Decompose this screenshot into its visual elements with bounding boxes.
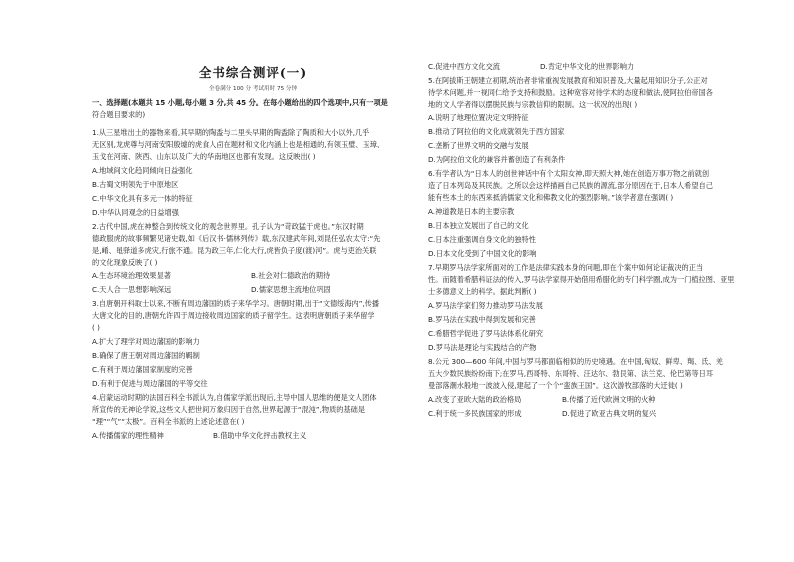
option-b[interactable]: B.推动了阿拉伯的文化成就领先于西方国家: [428, 127, 565, 136]
question-text: 所宣传的无神论学说,这些文人把世间万象归因于自然,世界起源于“混沌”,物质的基础是: [92, 405, 366, 414]
option-c[interactable]: C.促进中西方文化交流: [428, 62, 500, 71]
option-c[interactable]: C.希腊哲学促进了罗马法体系化研究: [428, 329, 544, 338]
question-text: 地的文人学者得以摆脱民族与宗教信仰的限制。这一状况的出现( ): [428, 100, 638, 109]
option-a[interactable]: A.扩大了理学对周边藩国的影响力: [92, 337, 200, 346]
question-text: ( ): [92, 323, 100, 332]
question-text: 是,崤、黾驿道多虎灾,行旅不通。昆为政三年,仁化大行,虎皆负子度(渡)河”。虎与吏治关联: [92, 246, 377, 255]
question-text: 2.古代中国,虎在神整合到传统文化的观念世界里。孔子认为“苛政猛于虎也。”东汉时期: [92, 222, 364, 231]
question-text: 6.有学者认为“日本人的创世神话中有个太阳女神,即天照大神,她在创造万事万物之前就创: [428, 169, 710, 178]
option-d[interactable]: D.为阿拉伯文化的兼容并蓄创造了有利条件: [428, 155, 566, 164]
option-a[interactable]: A.改变了亚欧大陆的政治格局: [428, 395, 522, 404]
question-text: “理”“气”“太极”。百科全书派的上述论述意在( ): [92, 417, 245, 426]
option-b[interactable]: B.罗马法在实践中得到发展和完善: [428, 315, 536, 324]
option-a[interactable]: A.罗马法学家们努力推动罗马法发展: [428, 301, 543, 310]
question-text: 性。而随着希腊科证法的传入,罗马法学家得开始借用希腊化的专门科学圈,成为一门植拉图、亚里: [428, 275, 735, 284]
option-c[interactable]: C.有利于周边藩国家制度的完善: [92, 365, 193, 374]
page-title: 全书综合测评(一): [198, 65, 308, 80]
option-c[interactable]: C.天人合一思想影响深远: [92, 285, 172, 294]
question-text: 玉戈在河南、陕西、山东以及广大的华南地区也都有发现。这反映出( ): [92, 152, 316, 161]
question-text: 无区别,龙虎尊与河南安阳殷墟的虎食人卣在题材和文化内涵上也是相通的,有领玉璧、玉璋、: [92, 140, 385, 149]
question-text: 4.启蒙运动时期的法国百科全书派认为,自儒家学派出现后,主导中国人思维的便是文人团体: [92, 393, 377, 402]
option-d[interactable]: D.促进了欧亚古典文明的复兴: [562, 409, 657, 418]
option-a[interactable]: A.地域间文化趋同倾向日益强化: [92, 166, 193, 175]
section-heading-cont: 符合题目要求的): [92, 110, 146, 119]
option-c[interactable]: C.垄断了世界文明的交融与发展: [428, 141, 529, 150]
option-d[interactable]: D.日本文化受到了中国文化的影响: [428, 249, 537, 258]
option-b[interactable]: B.社会对仁德政治的期待: [251, 271, 331, 280]
option-d[interactable]: D.有利于促进与周边藩国的平等交往: [92, 379, 208, 388]
option-a[interactable]: A.说明了地理位置决定文明特征: [428, 113, 529, 122]
question-text: 的文化现象反映了( ): [92, 258, 158, 267]
option-c[interactable]: C.利于统一多民族国家的形成: [428, 409, 522, 418]
option-b[interactable]: B.传播了近代欧洲文明的火种: [562, 395, 656, 404]
option-d[interactable]: D.儒家思想主流地位巩固: [251, 285, 331, 294]
question-text: 3.自唐朝开科取士以来,不断有周边藩国的质子来华学习。唐朝时期,出于“文德绥海内”,传播: [92, 299, 380, 308]
option-d[interactable]: D.罗马法是理论与实践结合的产物: [428, 343, 537, 352]
option-c[interactable]: C.中华文化具有多元一体的特征: [92, 194, 193, 203]
option-c[interactable]: C.日本注重强调自身文化的独特性: [428, 235, 536, 244]
question-text: 德政服虎的故事频繁见诸史载,如《后汉书·儒林列传》载,东汉建武年间,刘昆任弘农太守:“先: [92, 234, 381, 243]
question-text: 7.早期罗马法学家所面对的工作是法律实践本身的问题,即在个案中如何论证裁决的正当: [428, 263, 704, 272]
section-heading: 一、选择题(本题共 15 小题,每小题 3 分,共 45 分。在每小题给出的四个选项中,只有一项是: [92, 98, 388, 107]
page-subtitle: 全卷满分 100 分 考试用时 75 分钟: [208, 86, 298, 92]
option-b[interactable]: B.古蜀文明领先于中原地区: [92, 180, 179, 189]
option-d[interactable]: D.中华认同观念的日益增强: [92, 208, 179, 217]
question-text: 造了日本列岛及其民族。之所以会这样描画自己民族的源流,部分原因在于,日本人希望自己: [428, 181, 713, 190]
question-text: 8.公元 300—600 年间,中国与罗马都面临相似的历史境遇。在中国,匈奴、鲜卑、羯、氐、羌: [428, 357, 723, 366]
question-text: 五大少数民族纷纷南下;在罗马,西哥特、东哥特、汪达尔、勃艮第、法兰克、伦巴第等日耳: [428, 369, 714, 378]
option-a[interactable]: A.生态环境治理效果显著: [92, 271, 171, 280]
option-b[interactable]: B.确保了唐王朝对周边藩国的羁制: [92, 351, 200, 360]
question-text: 曼部落潮水般地一波波入侵,建起了一个个“蛮族王国”。这次游牧部落的大迁徙( ): [428, 381, 683, 390]
option-d[interactable]: D.肯定中华文化的世界影响力: [540, 62, 635, 71]
option-b[interactable]: B.日本独立发展出了自己的文化: [428, 221, 529, 230]
question-text: 能有些本土的东西来抵消儒家文化和佛教文化的强烈影响。”该学者意在强调( ): [428, 193, 674, 202]
question-text: 士多德意义上的科学。据此判断( ): [428, 287, 537, 296]
question-text: 大唐文化的目的,唐朝允许四于周边接收周边国家的质子留学生。这表明唐朝质子来华留学: [92, 311, 375, 320]
option-a[interactable]: A.神道教是日本的主要宗教: [428, 207, 515, 216]
question-text: 1.从三星堆出土的器物来看,其早期的陶盉与二里头早期的陶盉除了陶质和大小以外,几乎: [92, 128, 370, 137]
question-text: 待学术问题,并一视同仁给予支持和鼓励。这种宽容对待学术的态度和做法,使阿拉伯帝国各: [428, 88, 713, 97]
question-text: 5.在阿拔斯王朝建立初期,统治者非常重视发展教育和知识普及,大量起用知识分子,公正对: [428, 76, 708, 85]
option-a[interactable]: A.传播儒家的理性精神: [92, 431, 164, 440]
option-b[interactable]: B.借助中华文化抨击教权主义: [213, 431, 307, 440]
